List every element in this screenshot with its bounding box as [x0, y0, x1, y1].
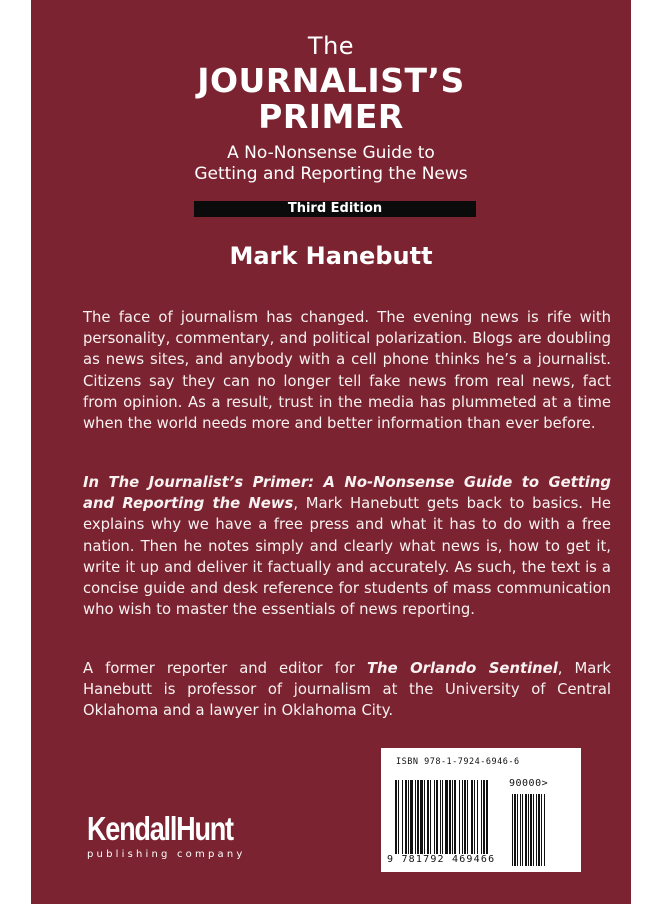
- blurb-paragraph-1: The face of journalism has changed. The evening news is rife with personality, commentary, and political polarization. Blogs are doubling as news sites, and anybody with a cell phone thinks he’s a journalist. Citizens say they can no longer tell fake news from real news, fact from opinion. As a result, trust in the media has plummeted at a time when the world needs more and better information than ever before.: [83, 309, 611, 433]
- book-title-reference: In The Journalist’s Primer: A No-Nonsense Guide to Getting and Reporting the News: [83, 474, 611, 513]
- subtitle-line-1: A No-Nonsense Guide to: [227, 143, 435, 163]
- newspaper-name: The Orlando Sentinel: [366, 660, 558, 677]
- edition-banner: Third Edition: [194, 201, 476, 217]
- isbn-label: ISBN 978-1-7924-6946-6: [396, 757, 520, 767]
- blurb-paragraph-3-post: , Mark Hanebutt is professor of journalism at the University of Central Oklahoma and a lawyer in Oklahoma City.: [83, 660, 611, 720]
- title-line-1: JOURNALIST’S: [197, 61, 465, 100]
- blurb-paragraph-2-text: , Mark Hanebutt gets back to basics. He explains why we have a free press and what it has to do with a free nation. Then he notes simply and clearly what news is, how to get it, write it up and deliver it factually and accurately. As such, the text is a concise guide and desk reference for students of mass communication who wish to master the essentials of news reporting.: [83, 495, 611, 619]
- barcode-digits: 9 781792 469466: [387, 854, 507, 865]
- publisher-logo: [87, 812, 307, 860]
- publisher-tagline: publishing company: [87, 849, 246, 860]
- title-line-2: PRIMER: [258, 97, 404, 136]
- title-prefix: The: [307, 32, 355, 60]
- barcode-addon: 90000>: [509, 778, 549, 789]
- isbn-barcode: [381, 748, 581, 872]
- author-name: Mark Hanebutt: [229, 242, 433, 270]
- publisher-name: KendallHunt: [87, 810, 233, 847]
- blurb-paragraph-3-pre: A former reporter and editor for: [83, 660, 367, 677]
- blurb-paragraph-2: [83, 472, 611, 620]
- blurb-paragraph-3: [83, 658, 611, 722]
- subtitle-line-2: Getting and Reporting the News: [194, 164, 468, 184]
- back-cover: [31, 0, 631, 904]
- subtitle: [31, 143, 631, 185]
